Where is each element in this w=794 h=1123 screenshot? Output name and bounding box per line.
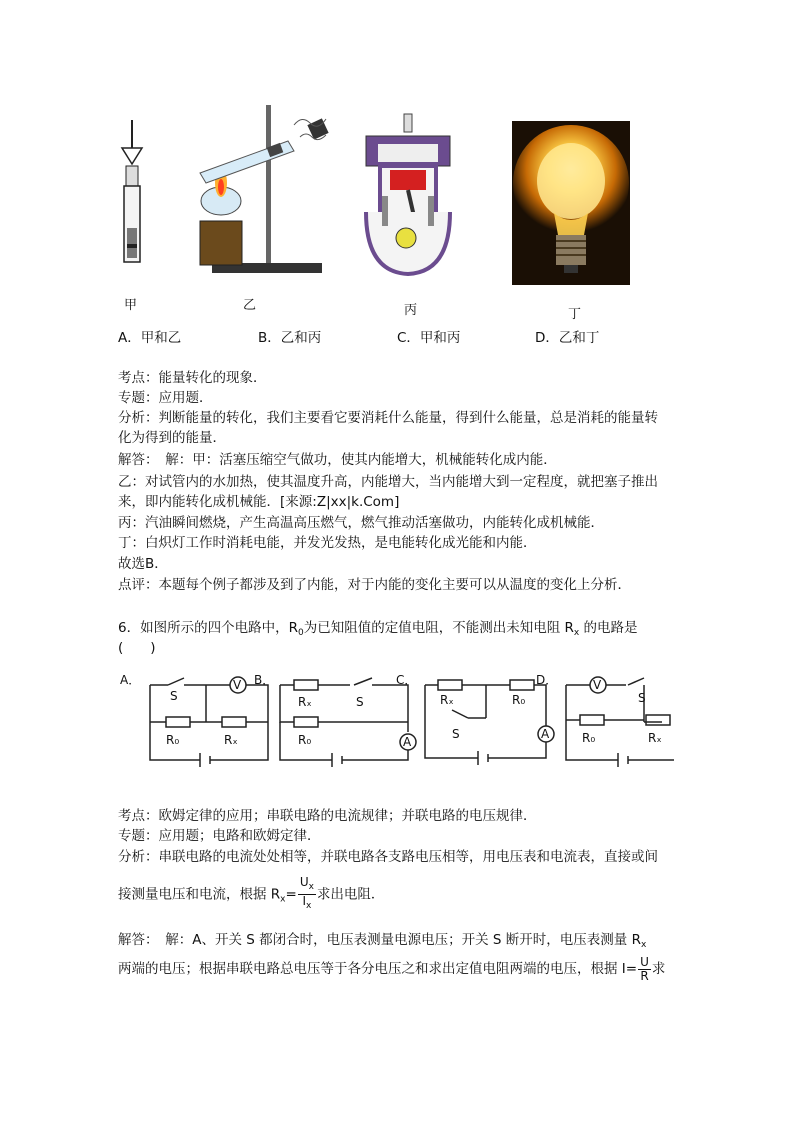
- switch-label-b: S: [356, 695, 364, 709]
- option-b: B．乙和丙: [258, 330, 322, 346]
- q5-ding: 丁：白炽灯工作时消耗电能，并发光发热，是电能转化成光能和内能．: [118, 535, 537, 551]
- circuit-label-a: A．: [120, 673, 141, 687]
- q6-fenxi-2: 接测量电压和电流，根据 $R_x=$ $\frac{U_x}{I_x}$ 求出电阻．: [118, 875, 385, 911]
- q5-guxuan: 故选B．: [118, 556, 168, 572]
- q5-bing: 丙：汽油瞬间燃烧，产生高温高压燃气，燃气推动活塞做功，内能转化成机械能．: [118, 515, 604, 531]
- caption-ding: 丁: [568, 307, 582, 322]
- ammeter-label-b: A: [403, 735, 412, 749]
- figure-jia-pump: [118, 118, 146, 268]
- q5-yi-1: 乙：对试管内的水加热，使其温度升高，内能增大，当内能增大到一定程度，就把塞子推出: [118, 474, 658, 490]
- q6-kaodian: 考点：欧姆定律的应用；串联电路的电流规律；并联电路的电压规律．: [118, 808, 537, 824]
- rx-label-b: Rₓ: [298, 695, 312, 709]
- q5-jieda-1: 解答： 解：甲：活塞压缩空气做功，使其内能增大，机械能转化成内能．: [118, 452, 557, 468]
- r0-label-b: R₀: [298, 733, 312, 747]
- circuit-label-b: B．: [254, 673, 275, 687]
- fraction-ux-over-ix: $\frac{U_x}{I_x}$: [299, 875, 314, 911]
- option-c: C．甲和丙: [397, 330, 461, 346]
- q5-kaodian: 考点：能量转化的现象．: [118, 370, 267, 386]
- circuit-label-d: D．: [536, 673, 558, 687]
- rx-label-a: Rₓ: [224, 733, 238, 747]
- switch-label-d: S: [638, 691, 646, 705]
- switch-label-a: S: [170, 689, 178, 703]
- circuit-diagrams: [118, 670, 678, 774]
- circuit-label-c: C．: [396, 673, 417, 687]
- q5-fenxi-1: 分析：判断能量的转化，我们主要看它要消耗什么能量，得到什么能量，总是消耗的能量转: [118, 410, 658, 426]
- caption-bing: 丙: [404, 303, 418, 318]
- rx-label-d: Rₓ: [648, 731, 662, 745]
- voltmeter-label-a: V: [233, 678, 242, 692]
- q5-dianping: 点评：本题每个例子都涉及到了内能，对于内能的变化主要可以从温度的变化上分析．: [118, 577, 631, 593]
- q6-jieda-2: 两端的电压；根据串联电路总电压等于各分电压之和求出定值电阻两端的电压，根据 I= $\frac{U}{R}$ 求: [118, 954, 666, 983]
- q5-fenxi-2: 化为得到的能量．: [118, 430, 226, 446]
- switch-label-c: S: [452, 727, 460, 741]
- caption-jia: 甲: [124, 298, 138, 313]
- ammeter-label-c: A: [541, 727, 550, 741]
- fraction-u-over-r: $\frac{U}{R}$: [640, 954, 649, 983]
- r0-label-d: R₀: [582, 731, 596, 745]
- figure-yi-test-tube: [190, 103, 340, 275]
- q5-zhuanti: 专题：应用题．: [118, 390, 213, 406]
- caption-yi: 乙: [243, 298, 257, 313]
- figure-ding-light-bulb: [512, 121, 630, 285]
- q6-jieda-1: 解答： 解：A、开关 S 都闭合时，电压表测量电源电压；开关 S 断开时，电压表测量 $R_x$: [118, 932, 647, 950]
- rx-label-c: Rₓ: [440, 693, 454, 707]
- option-d: D．乙和丁: [535, 330, 600, 346]
- q6-paren: ( ): [118, 640, 156, 656]
- figure-bing-engine: [360, 112, 456, 280]
- q6-stem: 6．如图所示的四个电路中，$R_0$为已知阻值的定值电阻，不能测出未知电阻 $R_x$ 的电路是: [118, 620, 638, 638]
- voltmeter-label-d: V: [593, 678, 602, 692]
- q5-yi-2: 来，即内能转化成机械能．[来源:Z|xx|k.Com]: [118, 494, 400, 510]
- option-a: A．甲和乙: [118, 330, 182, 346]
- q6-zhuanti: 专题：应用题；电路和欧姆定律．: [118, 828, 321, 844]
- q6-fenxi-1: 分析：串联电路的电流处处相等，并联电路各支路电压相等，用电压表和电流表，直接或间: [118, 849, 658, 865]
- r0-label-a: R₀: [166, 733, 180, 747]
- r0-label-c: R₀: [512, 693, 526, 707]
